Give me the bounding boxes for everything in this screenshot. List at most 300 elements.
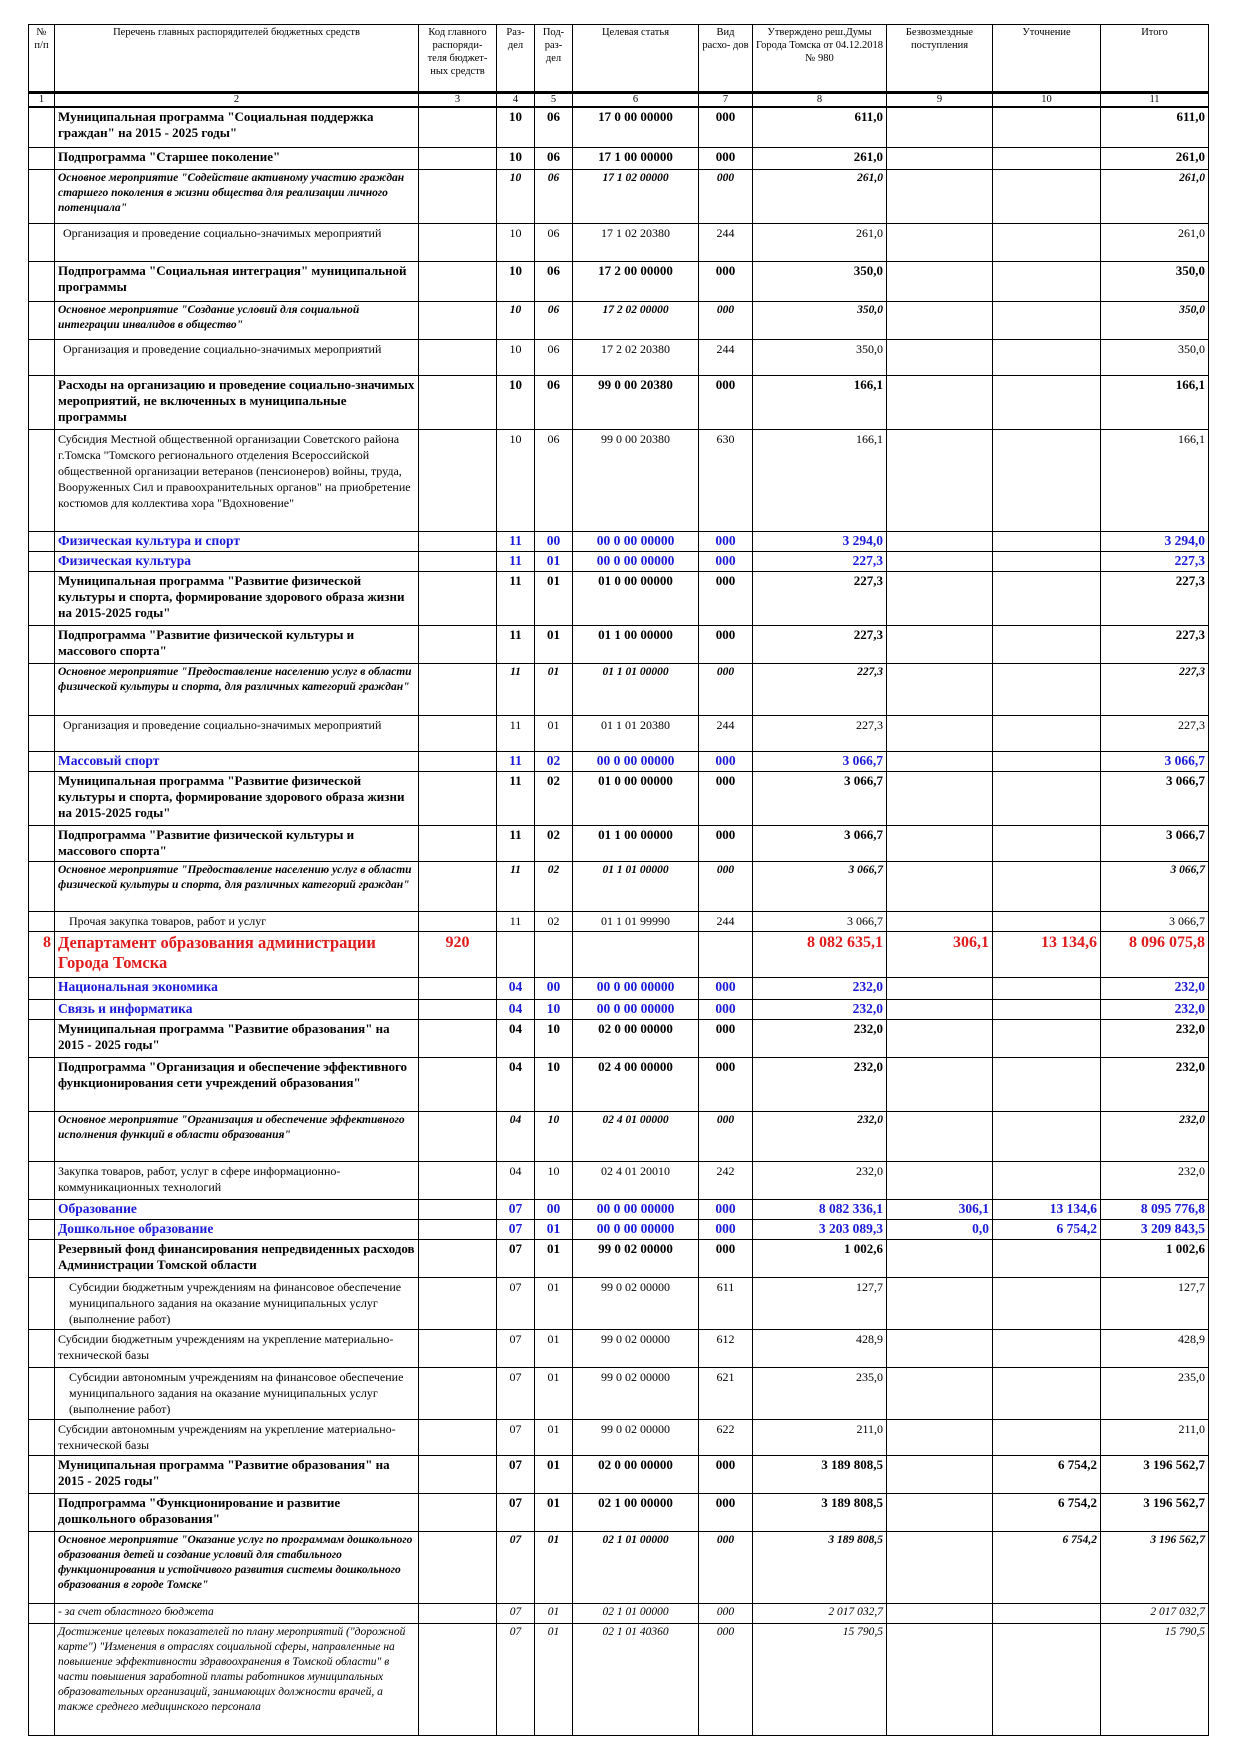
approved-amount: 3 066,7 (753, 861, 887, 911)
manager-code (419, 625, 497, 663)
approved-amount: 350,0 (753, 261, 887, 301)
adjustment (993, 1623, 1101, 1735)
total-amount: 127,7 (1101, 1277, 1209, 1329)
expense-type: 000 (699, 169, 753, 223)
section: 10 (497, 223, 535, 261)
total-amount: 3 196 562,7 (1101, 1493, 1209, 1531)
expense-type: 000 (699, 1603, 753, 1623)
approved-amount: 261,0 (753, 223, 887, 261)
grant-receipts (887, 825, 993, 861)
target-article: 02 1 01 40360 (573, 1623, 699, 1735)
grant-receipts (887, 861, 993, 911)
manager-code (419, 1161, 497, 1199)
row-description: Подпрограмма "Функционирование и развитие дошкольного образования" (55, 1493, 419, 1531)
expense-type: 000 (699, 531, 753, 551)
total-amount: 261,0 (1101, 169, 1209, 223)
row-description: - за счет областного бюджета (55, 1603, 419, 1623)
row-description: Субсидии автономным учреждениям на укрепление материально-технической базы (55, 1419, 419, 1455)
approved-amount: 232,0 (753, 1111, 887, 1161)
grant-receipts (887, 1277, 993, 1329)
total-amount: 428,9 (1101, 1329, 1209, 1367)
section: 07 (497, 1219, 535, 1239)
grant-receipts (887, 169, 993, 223)
manager-code (419, 1219, 497, 1239)
manager-code (419, 339, 497, 375)
expense-type: 000 (699, 301, 753, 339)
row-number (29, 107, 55, 147)
grant-receipts (887, 301, 993, 339)
adjustment (993, 1161, 1101, 1199)
total-amount: 3 066,7 (1101, 825, 1209, 861)
section: 11 (497, 825, 535, 861)
approved-amount: 227,3 (753, 663, 887, 715)
column-header-6: Целевая статья (573, 25, 699, 93)
manager-code (419, 1111, 497, 1161)
expense-type: 244 (699, 339, 753, 375)
section: 10 (497, 147, 535, 169)
grant-receipts: 306,1 (887, 1199, 993, 1219)
row-description: Дошкольное образование (55, 1219, 419, 1239)
table-row (29, 339, 1209, 375)
manager-code (419, 261, 497, 301)
target-article: 01 1 01 20380 (573, 715, 699, 751)
column-number-row (29, 93, 1209, 108)
row-description: Резервный фонд финансирования непредвиденных расходов Администрации Томской области (55, 1239, 419, 1277)
approved-amount: 3 066,7 (753, 911, 887, 931)
section: 07 (497, 1199, 535, 1219)
total-amount: 166,1 (1101, 375, 1209, 429)
adjustment: 6 754,2 (993, 1493, 1101, 1531)
section: 04 (497, 1111, 535, 1161)
subsection: 06 (535, 375, 573, 429)
subsection: 10 (535, 1057, 573, 1111)
row-description: Закупка товаров, работ, услуг в сфере информационно-коммуникационных технологий (55, 1161, 419, 1199)
total-amount: 3 196 562,7 (1101, 1455, 1209, 1493)
column-number: 5 (535, 93, 573, 108)
expense-type: 000 (699, 663, 753, 715)
column-number: 11 (1101, 93, 1209, 108)
section: 07 (497, 1623, 535, 1735)
grant-receipts (887, 1493, 993, 1531)
expense-type: 000 (699, 1199, 753, 1219)
column-number: 6 (573, 93, 699, 108)
total-amount: 227,3 (1101, 625, 1209, 663)
column-header-8: Утверждено реш.Думы Города Томска от 04.12.2018 № 980 (753, 25, 887, 93)
subsection: 01 (535, 715, 573, 751)
adjustment (993, 1111, 1101, 1161)
adjustment (993, 715, 1101, 751)
subsection: 01 (535, 663, 573, 715)
table-row (29, 571, 1209, 625)
row-number (29, 1219, 55, 1239)
target-article: 99 0 02 00000 (573, 1419, 699, 1455)
total-amount: 232,0 (1101, 1161, 1209, 1199)
target-article: 02 0 00 00000 (573, 1455, 699, 1493)
manager-code (419, 1019, 497, 1057)
approved-amount: 232,0 (753, 999, 887, 1019)
expense-type: 000 (699, 861, 753, 911)
manager-code (419, 1367, 497, 1419)
subsection: 01 (535, 1419, 573, 1455)
table-row (29, 977, 1209, 999)
adjustment (993, 429, 1101, 531)
row-description: Субсидии бюджетным учреждениям на укрепление материально-технической базы (55, 1329, 419, 1367)
table-row (29, 1239, 1209, 1277)
table-body (29, 93, 1209, 1736)
row-description: Основное мероприятие "Предоставление населению услуг в области физической культуры и спорта, для различных категорий граждан" (55, 663, 419, 715)
manager-code (419, 1603, 497, 1623)
row-description: Основное мероприятие "Организация и обеспечение эффективного исполнения функций в области образования" (55, 1111, 419, 1161)
section: 07 (497, 1329, 535, 1367)
row-number (29, 429, 55, 531)
target-article: 99 0 00 20380 (573, 375, 699, 429)
target-article: 99 0 02 00000 (573, 1329, 699, 1367)
column-header-9: Безвозмездные поступления (887, 25, 993, 93)
target-article: 17 1 02 20380 (573, 223, 699, 261)
expense-type: 000 (699, 625, 753, 663)
target-article: 99 0 00 20380 (573, 429, 699, 531)
total-amount: 235,0 (1101, 1367, 1209, 1419)
manager-code (419, 1199, 497, 1219)
section: 07 (497, 1493, 535, 1531)
section: 10 (497, 169, 535, 223)
subsection: 01 (535, 1239, 573, 1277)
expense-type: 000 (699, 999, 753, 1019)
total-amount: 227,3 (1101, 551, 1209, 571)
adjustment (993, 1367, 1101, 1419)
row-description: Организация и проведение социально-значимых мероприятий (55, 223, 419, 261)
table-row (29, 771, 1209, 825)
row-number (29, 771, 55, 825)
expense-type: 000 (699, 1531, 753, 1603)
table-row (29, 715, 1209, 751)
grant-receipts (887, 977, 993, 999)
total-amount: 2 017 032,7 (1101, 1603, 1209, 1623)
approved-amount: 8 082 635,1 (753, 931, 887, 977)
adjustment (993, 1419, 1101, 1455)
column-number: 7 (699, 93, 753, 108)
row-description: Физическая культура (55, 551, 419, 571)
manager-code (419, 1057, 497, 1111)
approved-amount: 3 066,7 (753, 751, 887, 771)
row-description: Муниципальная программа "Развитие образования" на 2015 - 2025 годы" (55, 1019, 419, 1057)
target-article (573, 931, 699, 977)
target-article: 99 0 02 00000 (573, 1239, 699, 1277)
approved-amount: 166,1 (753, 429, 887, 531)
total-amount: 3 294,0 (1101, 531, 1209, 551)
expense-type: 611 (699, 1277, 753, 1329)
adjustment (993, 771, 1101, 825)
row-number (29, 1455, 55, 1493)
manager-code (419, 1239, 497, 1277)
subsection: 10 (535, 1161, 573, 1199)
expense-type: 244 (699, 715, 753, 751)
table-row (29, 1603, 1209, 1623)
total-amount: 227,3 (1101, 571, 1209, 625)
adjustment (993, 147, 1101, 169)
row-number (29, 223, 55, 261)
manager-code (419, 663, 497, 715)
manager-code (419, 1329, 497, 1367)
row-number (29, 1367, 55, 1419)
section: 04 (497, 1161, 535, 1199)
table-row (29, 551, 1209, 571)
row-number (29, 825, 55, 861)
table-row (29, 1161, 1209, 1199)
column-header-10: Уточнение (993, 25, 1101, 93)
subsection: 01 (535, 1455, 573, 1493)
table-row (29, 1367, 1209, 1419)
expense-type (699, 931, 753, 977)
section: 11 (497, 751, 535, 771)
adjustment (993, 1019, 1101, 1057)
subsection: 01 (535, 1329, 573, 1367)
section (497, 931, 535, 977)
grant-receipts (887, 429, 993, 531)
table-row (29, 261, 1209, 301)
grant-receipts: 0,0 (887, 1219, 993, 1239)
approved-amount: 3 189 808,5 (753, 1455, 887, 1493)
grant-receipts (887, 1161, 993, 1199)
target-article: 17 2 02 00000 (573, 301, 699, 339)
table-row (29, 911, 1209, 931)
subsection: 01 (535, 1623, 573, 1735)
approved-amount: 3 189 808,5 (753, 1531, 887, 1603)
subsection: 00 (535, 977, 573, 999)
adjustment (993, 169, 1101, 223)
row-number (29, 169, 55, 223)
target-article: 17 1 02 00000 (573, 169, 699, 223)
row-description: Национальная экономика (55, 977, 419, 999)
expense-type: 000 (699, 1455, 753, 1493)
expense-type: 630 (699, 429, 753, 531)
row-description: Подпрограмма "Социальная интеграция" муниципальной программы (55, 261, 419, 301)
section: 11 (497, 625, 535, 663)
target-article: 02 1 01 00000 (573, 1531, 699, 1603)
adjustment: 6 754,2 (993, 1531, 1101, 1603)
section: 04 (497, 1057, 535, 1111)
subsection: 01 (535, 571, 573, 625)
total-amount: 3 209 843,5 (1101, 1219, 1209, 1239)
target-article: 99 0 02 00000 (573, 1367, 699, 1419)
total-amount: 232,0 (1101, 999, 1209, 1019)
manager-code (419, 977, 497, 999)
row-description: Организация и проведение социально-значимых мероприятий (55, 715, 419, 751)
subsection: 06 (535, 429, 573, 531)
row-number (29, 1603, 55, 1623)
row-description: Подпрограмма "Развитие физической культуры и массового спорта" (55, 625, 419, 663)
table-row (29, 429, 1209, 531)
approved-amount: 232,0 (753, 1057, 887, 1111)
approved-amount: 3 066,7 (753, 825, 887, 861)
subsection: 00 (535, 1199, 573, 1219)
section: 07 (497, 1531, 535, 1603)
manager-code (419, 301, 497, 339)
table-row (29, 1277, 1209, 1329)
section: 11 (497, 663, 535, 715)
grant-receipts (887, 1603, 993, 1623)
table-row (29, 751, 1209, 771)
manager-code (419, 571, 497, 625)
subsection: 01 (535, 551, 573, 571)
manager-code (419, 1419, 497, 1455)
total-amount: 261,0 (1101, 223, 1209, 261)
grant-receipts (887, 911, 993, 931)
grant-receipts (887, 1419, 993, 1455)
budget-table (28, 24, 1209, 1736)
section: 04 (497, 999, 535, 1019)
grant-receipts (887, 551, 993, 571)
grant-receipts (887, 1239, 993, 1277)
row-number (29, 625, 55, 663)
manager-code (419, 531, 497, 551)
column-header-2: Перечень главных распорядителей бюджетных средств (55, 25, 419, 93)
manager-code (419, 147, 497, 169)
manager-code (419, 429, 497, 531)
grant-receipts (887, 715, 993, 751)
adjustment (993, 1277, 1101, 1329)
row-description: Массовый спорт (55, 751, 419, 771)
row-number (29, 531, 55, 551)
row-description: Образование (55, 1199, 419, 1219)
total-amount: 3 066,7 (1101, 861, 1209, 911)
table-row (29, 1219, 1209, 1239)
row-number (29, 301, 55, 339)
table-row (29, 147, 1209, 169)
total-amount: 1 002,6 (1101, 1239, 1209, 1277)
row-number (29, 663, 55, 715)
subsection: 01 (535, 1219, 573, 1239)
table-row (29, 861, 1209, 911)
section: 10 (497, 339, 535, 375)
approved-amount: 3 294,0 (753, 531, 887, 551)
target-article: 01 1 01 99990 (573, 911, 699, 931)
total-amount: 3 196 562,7 (1101, 1531, 1209, 1603)
table-row (29, 1329, 1209, 1367)
adjustment (993, 861, 1101, 911)
target-article: 01 0 00 00000 (573, 571, 699, 625)
target-article: 02 0 00 00000 (573, 1019, 699, 1057)
section: 07 (497, 1455, 535, 1493)
manager-code (419, 551, 497, 571)
grant-receipts: 306,1 (887, 931, 993, 977)
row-number (29, 751, 55, 771)
grant-receipts (887, 1455, 993, 1493)
expense-type: 244 (699, 223, 753, 261)
row-number (29, 1493, 55, 1531)
adjustment (993, 375, 1101, 429)
total-amount: 3 066,7 (1101, 911, 1209, 931)
approved-amount: 227,3 (753, 571, 887, 625)
expense-type: 000 (699, 375, 753, 429)
column-number: 3 (419, 93, 497, 108)
target-article: 17 1 00 00000 (573, 147, 699, 169)
total-amount: 8 095 776,8 (1101, 1199, 1209, 1219)
section: 07 (497, 1419, 535, 1455)
section: 10 (497, 107, 535, 147)
adjustment (993, 663, 1101, 715)
table-row (29, 825, 1209, 861)
approved-amount: 428,9 (753, 1329, 887, 1367)
table-header (29, 25, 1209, 93)
section: 11 (497, 861, 535, 911)
row-description: Муниципальная программа "Развитие физической культуры и спорта, формирование здорового образа жизни на 2015-2025 годы" (55, 771, 419, 825)
grant-receipts (887, 1111, 993, 1161)
table-row (29, 625, 1209, 663)
row-description: Муниципальная программа "Развитие физической культуры и спорта, формирование здорового образа жизни на 2015-2025 годы" (55, 571, 419, 625)
manager-code (419, 169, 497, 223)
manager-code (419, 1277, 497, 1329)
adjustment: 13 134,6 (993, 1199, 1101, 1219)
subsection: 06 (535, 147, 573, 169)
total-amount: 350,0 (1101, 261, 1209, 301)
section: 10 (497, 375, 535, 429)
target-article: 02 4 01 00000 (573, 1111, 699, 1161)
target-article: 00 0 00 00000 (573, 531, 699, 551)
total-amount: 232,0 (1101, 1019, 1209, 1057)
target-article: 01 1 00 00000 (573, 825, 699, 861)
column-header-11: Итого (1101, 25, 1209, 93)
row-number (29, 1057, 55, 1111)
row-number (29, 261, 55, 301)
expense-type: 000 (699, 977, 753, 999)
column-number: 8 (753, 93, 887, 108)
row-description: Муниципальная программа "Развитие образования" на 2015 - 2025 годы" (55, 1455, 419, 1493)
row-description: Подпрограмма "Старшее поколение" (55, 147, 419, 169)
approved-amount: 232,0 (753, 1019, 887, 1057)
subsection: 06 (535, 261, 573, 301)
approved-amount: 3 189 808,5 (753, 1493, 887, 1531)
grant-receipts (887, 1329, 993, 1367)
expense-type: 000 (699, 1219, 753, 1239)
table-row (29, 1419, 1209, 1455)
row-description: Подпрограмма "Развитие физической культуры и массового спорта" (55, 825, 419, 861)
adjustment: 6 754,2 (993, 1219, 1101, 1239)
approved-amount: 2 017 032,7 (753, 1603, 887, 1623)
section: 10 (497, 261, 535, 301)
manager-code (419, 999, 497, 1019)
grant-receipts (887, 999, 993, 1019)
expense-type: 000 (699, 107, 753, 147)
grant-receipts (887, 147, 993, 169)
total-amount: 232,0 (1101, 977, 1209, 999)
row-description: Департамент образования администрации Города Томска (55, 931, 419, 977)
column-number: 2 (55, 93, 419, 108)
manager-code (419, 223, 497, 261)
section: 07 (497, 1603, 535, 1623)
row-description: Организация и проведение социально-значимых мероприятий (55, 339, 419, 375)
row-description: Муниципальная программа "Социальная поддержка граждан" на 2015 - 2025 годы" (55, 107, 419, 147)
subsection: 02 (535, 771, 573, 825)
section: 04 (497, 1019, 535, 1057)
adjustment (993, 1239, 1101, 1277)
approved-amount: 350,0 (753, 301, 887, 339)
adjustment: 13 134,6 (993, 931, 1101, 977)
row-number (29, 1531, 55, 1603)
subsection: 02 (535, 861, 573, 911)
expense-type: 000 (699, 1493, 753, 1531)
subsection: 06 (535, 301, 573, 339)
section: 11 (497, 551, 535, 571)
column-header-4: Раз- дел (497, 25, 535, 93)
subsection: 10 (535, 999, 573, 1019)
target-article: 01 1 01 00000 (573, 663, 699, 715)
target-article: 01 1 00 00000 (573, 625, 699, 663)
target-article: 00 0 00 00000 (573, 999, 699, 1019)
expense-type: 000 (699, 751, 753, 771)
expense-type: 621 (699, 1367, 753, 1419)
table-row (29, 1493, 1209, 1531)
